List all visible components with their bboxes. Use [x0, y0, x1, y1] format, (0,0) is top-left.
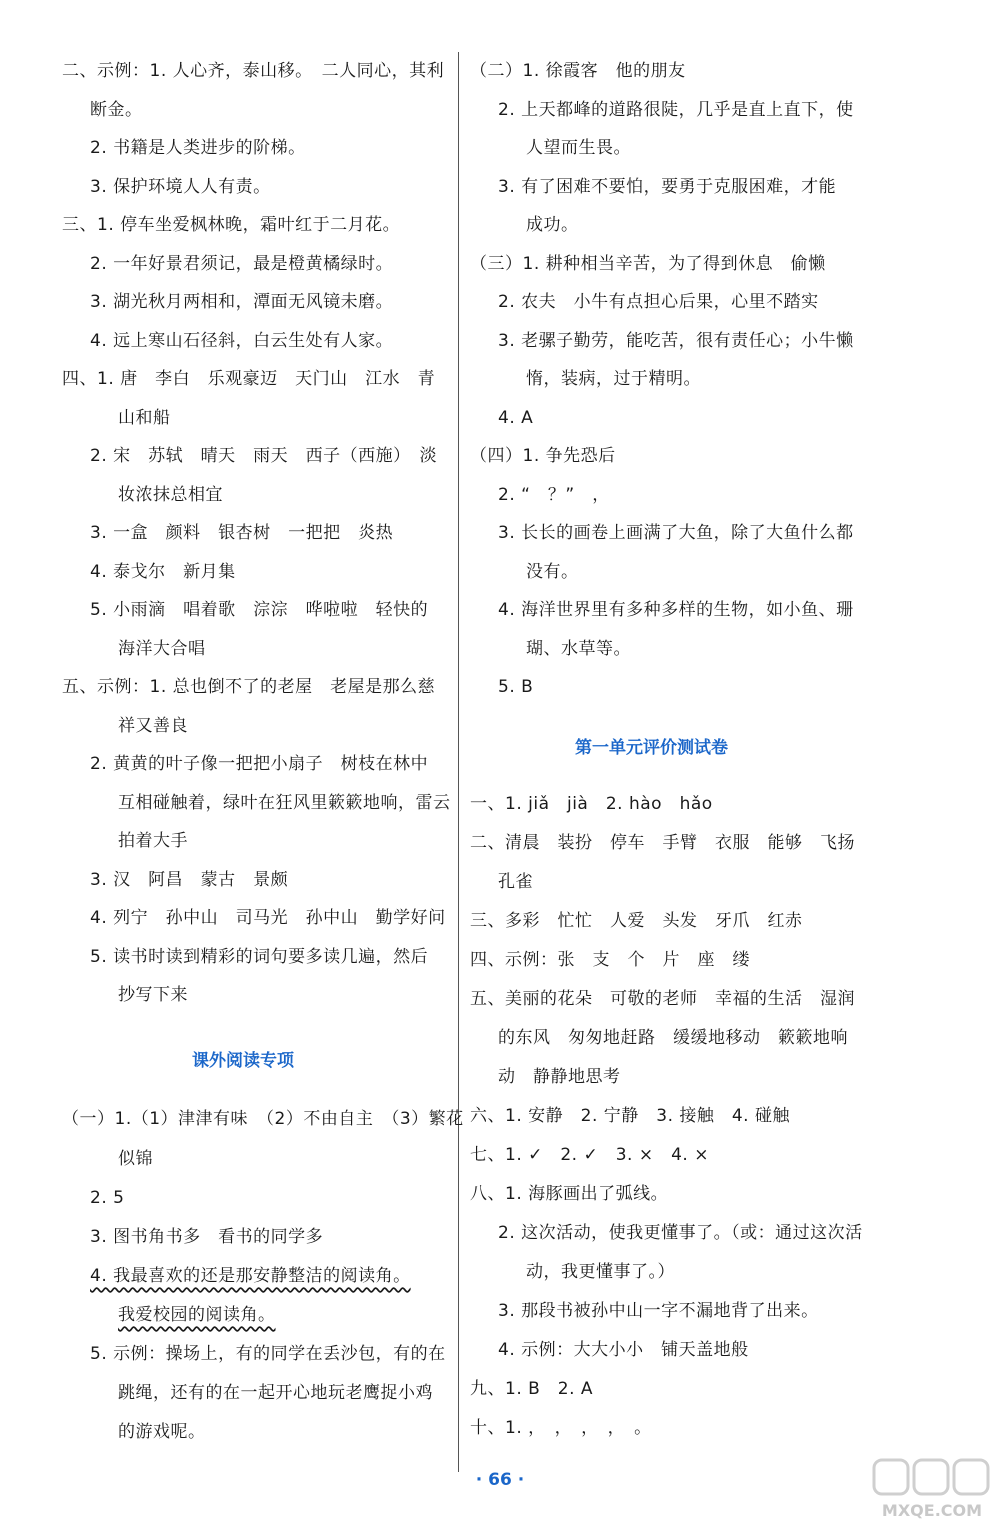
answer-line: 2. 农夫 小牛有点担心后果，心里不踏实 [498, 292, 819, 312]
answer-line: 5. B [498, 677, 534, 697]
answer-line: 八、1. 海豚画出了弧线。 [470, 1184, 669, 1204]
answer-line: 断金。 [90, 99, 143, 120]
answer-line: 3. 长长的画卷上画满了大鱼，除了大鱼什么都 [498, 523, 854, 543]
answer-line: （二）1. 徐霞客 他的朋友 [470, 61, 686, 81]
answer-line: 2. 上天都峰的道路很陡，几乎是直上直下，使 [498, 99, 854, 120]
answer-line-underlined: 我爱校园的阅读角。 [118, 1305, 276, 1325]
answer-line: 三、多彩 忙忙 人爱 头发 牙爪 红赤 [470, 911, 803, 931]
answer-line: 3. 老骡子勤劳，能吃苦，很有责任心；小牛懒 [498, 330, 854, 351]
answer-line: 3. 湖光秋月两相和，潭面无风镜未磨。 [90, 292, 394, 312]
answer-line: 惰，装病，过于精明。 [526, 369, 701, 389]
answer-line: （三）1. 耕种相当辛苦，为了得到休息 偷懒 [470, 253, 826, 274]
answer-line: 3. 那段书被孙中山一字不漏地背了出来。 [498, 1301, 819, 1321]
answer-line: 5. 示例：操场上，有的同学在丢沙包，有的在 [90, 1344, 446, 1364]
answer-line: 2. 一年好景君须记，最是橙黄橘绿时。 [90, 253, 394, 274]
answer-line: 5. 读书时读到精彩的词句要多读几遍，然后 [90, 946, 429, 967]
answer-line: 4. 列宁 孙中山 司马光 孙中山 勤学好问 [90, 908, 446, 928]
answer-line: 4. 远上寒山石径斜，白云生处有人家。 [90, 330, 394, 351]
answer-line: 4. A [498, 407, 534, 428]
answer-line: 五、美丽的花朵 可敬的老师 幸福的生活 湿润 [470, 989, 855, 1009]
answer-line: 孔雀 [498, 872, 533, 892]
answer-line: 成功。 [526, 215, 579, 235]
column-divider [458, 52, 459, 1472]
answer-line: 抄写下来 [118, 985, 188, 1005]
answer-line: 十、1. ， ， ， ， 。 [470, 1418, 652, 1438]
answer-line: 2. 宋 苏轼 晴天 雨天 西子（西施） 淡 [90, 446, 438, 466]
answer-line: 跳绳，还有的在一起开心地玩老鹰捉小鸡 [118, 1383, 433, 1403]
answer-line: 3. 图书角书多 看书的同学多 [90, 1227, 324, 1247]
answer-line: 山和船 [118, 407, 171, 428]
answer-line: 4. 示例：大大小小 铺天盖地般 [498, 1340, 749, 1360]
answer-line: 四、1. 唐 李白 乐观豪迈 天门山 江水 青 [62, 369, 436, 389]
section-title: 第一单元评价测试卷 [575, 738, 728, 758]
answer-line: 4. 海洋世界里有多种多样的生物，如小鱼、珊 [498, 600, 854, 620]
answer-line-underlined: 4. 我最喜欢的还是那安静整洁的阅读角。 [90, 1266, 411, 1286]
section-title: 课外阅读专项 [192, 1051, 294, 1071]
answer-line: 妆浓抹总相宜 [118, 484, 223, 505]
answer-line: 二、清晨 装扮 停车 手臂 衣服 能够 飞扬 [470, 833, 855, 853]
answer-line: 3. 汉 阿昌 蒙古 景颇 [90, 869, 289, 890]
answer-line: 2. 5 [90, 1188, 125, 1208]
page-number: · 66 · [475, 1470, 525, 1490]
answer-line: 动，我更懂事了。） [526, 1262, 675, 1282]
answer-line: 一、1. jiǎ jià 2. hào hǎo [470, 794, 713, 814]
answer-line: 5. 小雨滴 唱着歌 淙淙 哗啦啦 轻快的 [90, 600, 429, 620]
answer-line: （一）1.（1）津津有味 （2）不由自主 （3）繁花 [62, 1109, 464, 1129]
answer-line: 2. “ ？” ， [498, 484, 610, 505]
answer-line: 瑚、水草等。 [526, 638, 631, 659]
answer-line: 3. 一盒 颜料 银杏树 一把把 炎热 [90, 523, 394, 543]
answer-line: 四、示例：张 支 个 片 座 缕 [470, 950, 750, 970]
answer-line: 动 静静地思考 [498, 1067, 621, 1087]
answer-line: 3. 保护环境人人有责。 [90, 176, 271, 197]
answer-line: 七、1. ✓ 2. ✓ 3. × 4. × [470, 1145, 709, 1165]
answer-line: 的游戏呢。 [118, 1422, 206, 1442]
watermark-logo [868, 1458, 996, 1522]
answer-line: 3. 有了困难不要怕，要勇于克服困难，才能 [498, 176, 837, 197]
answer-line: 九、1. B 2. A [470, 1379, 594, 1399]
answer-line: 的东风 匆匆地赶路 缓缓地移动 簌簌地响 [498, 1028, 848, 1048]
answer-line: 祥又善良 [118, 715, 188, 736]
answer-line: （四）1. 争先恐后 [470, 446, 616, 466]
answer-line: 六、1. 安静 2. 宁静 3. 接触 4. 碰触 [470, 1106, 790, 1126]
answer-line: 没有。 [526, 561, 579, 582]
answer-line: 2. 黄黄的叶子像一把把小扇子 树枝在林中 [90, 754, 429, 774]
answer-line: 2. 这次活动，使我更懂事了。（或：通过这次活 [498, 1223, 863, 1243]
answer-line: 三、1. 停车坐爱枫林晚，霜叶红于二月花。 [62, 215, 401, 235]
answer-line: 人望而生畏。 [526, 138, 631, 158]
answer-line: 互相碰触着，绿叶在狂风里簌簌地响，雷云 [118, 792, 451, 813]
answer-line: 4. 泰戈尔 新月集 [90, 561, 236, 582]
answer-line: 二、示例：1. 人心齐，泰山移。 二人同心，其利 [62, 61, 445, 81]
watermark-text: MXQE.COM [881, 1501, 983, 1520]
answer-line: 似锦 [118, 1149, 153, 1169]
answer-line: 海洋大合唱 [118, 638, 206, 659]
answer-line: 五、示例：1. 总也倒不了的老屋 老屋是那么慈 [62, 677, 436, 697]
answer-line: 2. 书籍是人类进步的阶梯。 [90, 138, 306, 158]
answer-line: 拍着大手 [118, 831, 188, 851]
